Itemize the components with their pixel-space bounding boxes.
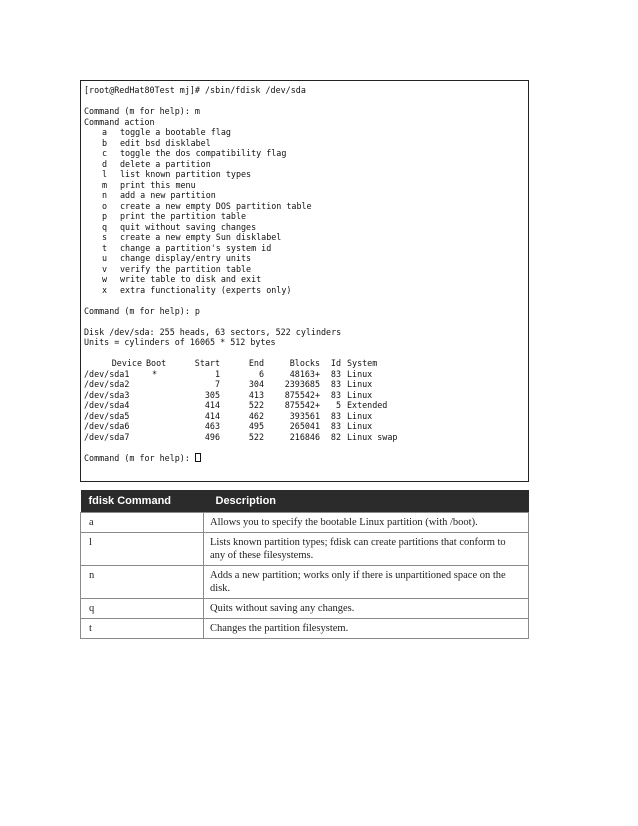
partition-system: Linux swap xyxy=(347,431,398,442)
partition-id: 83 xyxy=(330,421,341,431)
table-row xyxy=(81,619,529,639)
partition-blocks: 875542+ xyxy=(284,400,320,410)
col-start: Start xyxy=(194,358,220,368)
partition-blocks: 2393685 xyxy=(284,379,320,389)
menu-item xyxy=(84,211,525,222)
partition-boot xyxy=(146,432,180,443)
partition-boot xyxy=(146,411,180,422)
partition-table-header xyxy=(84,358,525,369)
units-line: Units = cylinders of 16065 * 512 bytes xyxy=(84,337,276,347)
menu-key: a xyxy=(102,127,108,137)
partition-system: Linux xyxy=(347,379,373,389)
table-row xyxy=(81,599,529,619)
partition-end: 522 xyxy=(248,431,264,442)
cursor-icon xyxy=(195,453,201,462)
menu-text: toggle a bootable flag xyxy=(120,127,231,137)
menu-item xyxy=(84,253,525,264)
description-cell: Allows you to specify the bootable Linux partition (with /boot). xyxy=(204,513,529,533)
menu-text: add a new partition xyxy=(120,190,216,200)
final-prompt-text: Command (m for help): xyxy=(84,452,195,463)
menu-key: q xyxy=(102,221,108,232)
col-system: System xyxy=(347,358,378,368)
menu-text: change display/entry units xyxy=(120,253,252,263)
command-cell: a xyxy=(81,513,204,533)
partition-end: 495 xyxy=(248,421,264,431)
partition-end: 304 xyxy=(248,379,264,389)
menu-text: toggle the dos compatibility flag xyxy=(120,148,287,158)
menu-key: l xyxy=(102,169,108,179)
command-cell: q xyxy=(81,599,204,619)
partition-system: Linux xyxy=(347,421,373,431)
partition-id: 83 xyxy=(330,410,341,421)
partition-id: 5 xyxy=(335,400,341,410)
partition-id: 82 xyxy=(330,431,341,442)
partition-end: 413 xyxy=(248,389,264,400)
partition-device: /dev/sda2 xyxy=(84,379,130,389)
menu-text: list known partition types xyxy=(120,169,252,179)
partition-system: Linux xyxy=(347,368,373,379)
menu-text: change a partition's system id xyxy=(120,242,272,253)
shell-prompt-line: [root@RedHat80Test mj]# /sbin/fdisk /dev/sda xyxy=(84,85,306,95)
header-description: Description xyxy=(204,490,529,513)
menu-item xyxy=(84,274,525,285)
partition-blocks: 48163+ xyxy=(289,368,320,379)
menu-key: c xyxy=(102,148,108,158)
menu-item xyxy=(84,264,525,275)
terminal-screenshot xyxy=(80,80,529,482)
partition-start: 463 xyxy=(204,421,220,431)
final-command-prompt[interactable] xyxy=(84,453,525,464)
partition-device: /dev/sda7 xyxy=(84,431,130,442)
description-cell: Adds a new partition; works only if there is unpartitioned space on the disk. xyxy=(204,566,529,599)
menu-item xyxy=(84,127,525,138)
menu-key: v xyxy=(102,263,108,274)
menu-key: p xyxy=(102,211,108,221)
table-header-row xyxy=(81,490,529,513)
partition-blocks: 875542+ xyxy=(284,389,320,400)
menu-item xyxy=(84,190,525,201)
col-device: Device xyxy=(111,358,142,368)
menu-text: edit bsd disklabel xyxy=(120,137,211,148)
partition-end: 462 xyxy=(248,410,264,421)
command-cell: n xyxy=(81,566,204,599)
menu-item xyxy=(84,201,525,212)
menu-key: s xyxy=(102,232,108,242)
table-row xyxy=(81,566,529,599)
menu-key: n xyxy=(102,190,108,200)
menu-key: t xyxy=(102,242,108,253)
partition-start: 7 xyxy=(214,379,220,389)
menu-item xyxy=(84,243,525,254)
partition-device: /dev/sda5 xyxy=(84,410,130,421)
description-cell: Quits without saving any changes. xyxy=(204,599,529,619)
partition-end: 6 xyxy=(258,368,264,379)
menu-text: extra functionality (experts only) xyxy=(120,284,292,295)
col-id: Id xyxy=(330,358,341,368)
partition-row xyxy=(84,421,525,432)
menu-item xyxy=(84,180,525,191)
partition-boot xyxy=(146,400,180,411)
partition-row xyxy=(84,369,525,380)
menu-text: print this menu xyxy=(120,179,196,190)
partition-row xyxy=(84,400,525,411)
partition-device: /dev/sda3 xyxy=(84,389,130,400)
partition-row xyxy=(84,411,525,422)
partition-system: Linux xyxy=(347,389,373,400)
partition-boot xyxy=(146,390,180,401)
partition-blocks: 216846 xyxy=(289,431,320,442)
menu-item xyxy=(84,169,525,180)
partition-row xyxy=(84,390,525,401)
partition-id: 83 xyxy=(330,379,341,389)
partition-start: 1 xyxy=(214,368,220,379)
col-blocks: Blocks xyxy=(289,358,320,368)
command-action-header: Command action xyxy=(84,116,155,127)
partition-row xyxy=(84,379,525,390)
partition-id: 83 xyxy=(330,389,341,400)
menu-text: write table to disk and exit xyxy=(120,274,262,284)
partition-start: 414 xyxy=(204,410,220,421)
description-cell: Changes the partition filesystem. xyxy=(204,619,529,639)
table-row xyxy=(81,533,529,566)
menu-text: print the partition table xyxy=(120,211,247,221)
menu-text: verify the partition table xyxy=(120,263,252,274)
partition-id: 83 xyxy=(330,368,341,379)
menu-key: o xyxy=(102,200,108,211)
command-line-help: Command (m for help): m xyxy=(84,106,200,116)
description-cell: Lists known partition types; fdisk can create partitions that conform to any of these filesystems. xyxy=(204,533,529,566)
partition-system: Linux xyxy=(347,410,373,421)
menu-key: d xyxy=(102,158,108,169)
partition-start: 305 xyxy=(204,389,220,400)
partition-device: /dev/sda6 xyxy=(84,421,130,431)
menu-text: create a new empty DOS partition table xyxy=(120,200,312,211)
partition-end: 522 xyxy=(248,400,264,410)
menu-item xyxy=(84,285,525,296)
partition-blocks: 393561 xyxy=(289,410,320,421)
col-boot: Boot xyxy=(146,358,167,368)
disk-info-line: Disk /dev/sda: 255 heads, 63 sectors, 522 cylinders xyxy=(84,326,342,337)
menu-text: delete a partition xyxy=(120,158,211,169)
command-line-print: Command (m for help): p xyxy=(84,305,200,316)
menu-item xyxy=(84,232,525,243)
menu-item xyxy=(84,148,525,159)
partition-row xyxy=(84,432,525,443)
command-cell: t xyxy=(81,619,204,639)
menu-key: m xyxy=(102,179,108,190)
table-row xyxy=(81,513,529,533)
partition-blocks: 265041 xyxy=(289,421,320,431)
partition-start: 496 xyxy=(204,431,220,442)
command-cell: l xyxy=(81,533,204,566)
menu-key: x xyxy=(102,284,108,295)
partition-system: Extended xyxy=(347,400,388,410)
partition-device: /dev/sda1 xyxy=(84,368,130,379)
menu-item xyxy=(84,159,525,170)
menu-key: w xyxy=(102,274,108,284)
menu-key: u xyxy=(102,253,108,263)
partition-boot xyxy=(146,421,180,432)
menu-item xyxy=(84,222,525,233)
col-end: End xyxy=(248,358,264,368)
menu-item xyxy=(84,138,525,149)
partition-boot: * xyxy=(152,368,158,379)
menu-text: quit without saving changes xyxy=(120,221,257,232)
menu-key: b xyxy=(102,137,108,148)
partition-device: /dev/sda4 xyxy=(84,400,130,410)
fdisk-commands-table xyxy=(80,490,529,639)
partition-start: 414 xyxy=(204,400,220,410)
menu-text: create a new empty Sun disklabel xyxy=(120,232,282,242)
partition-boot xyxy=(146,379,180,390)
header-fdisk-command: fdisk Command xyxy=(81,490,204,513)
